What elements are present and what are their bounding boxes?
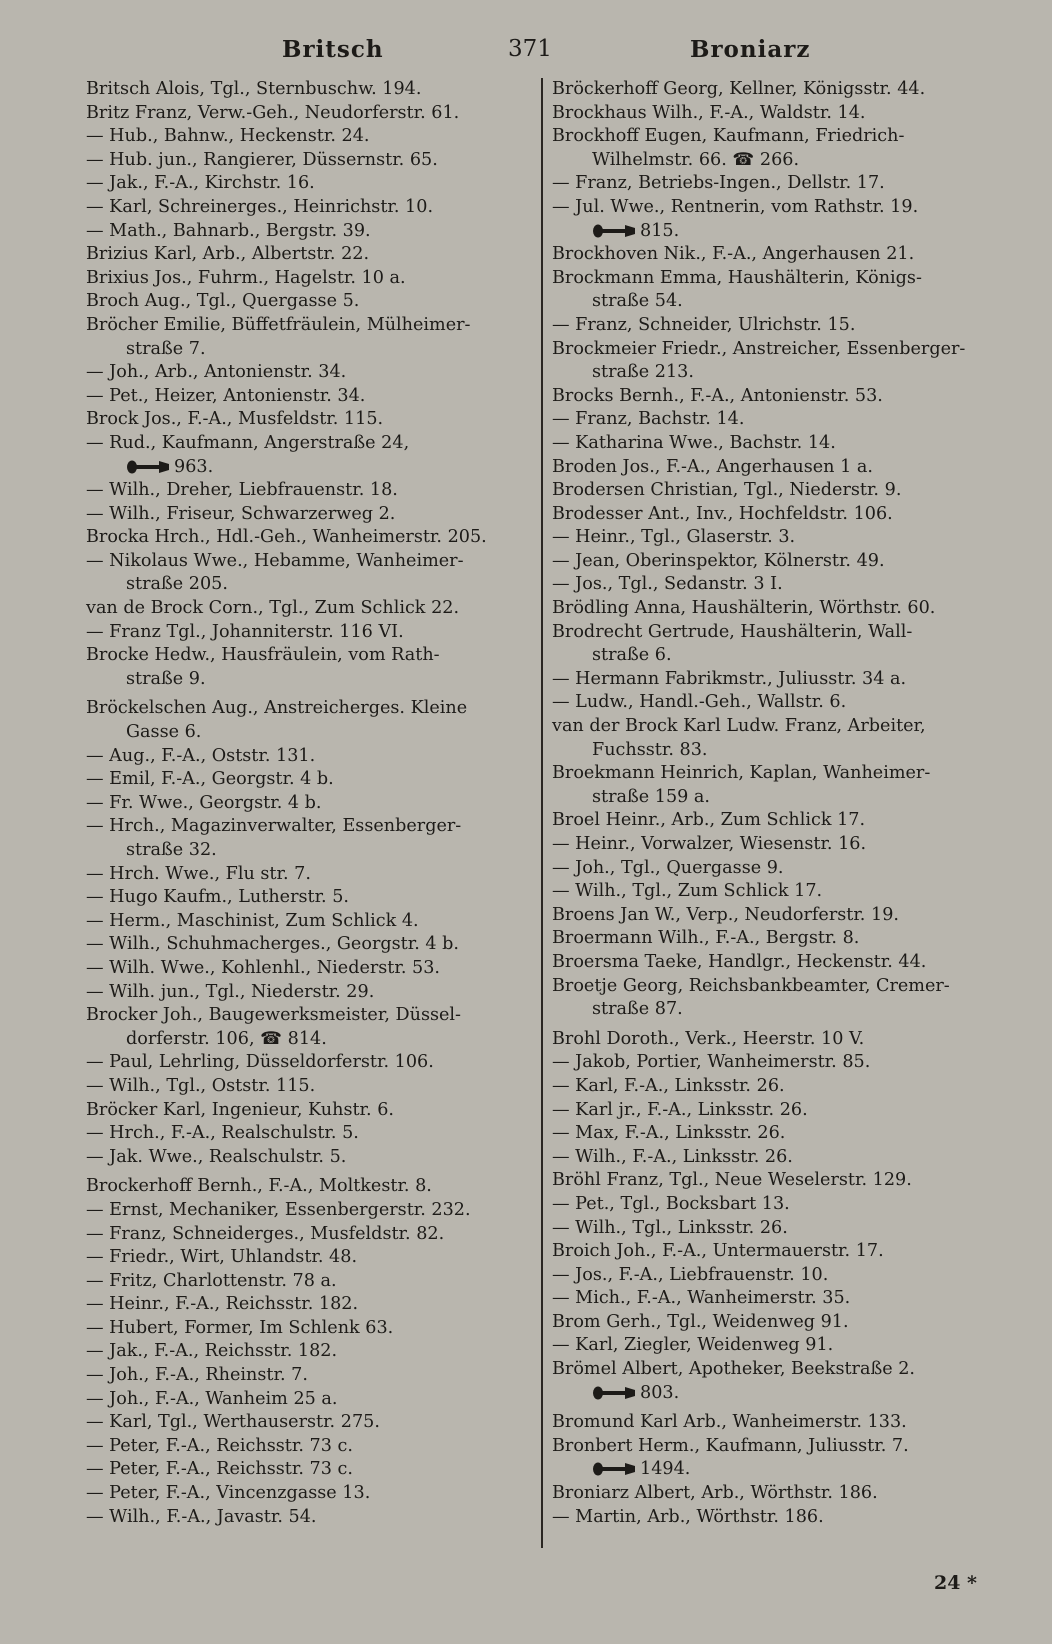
left-column-entry <box>86 910 518 934</box>
entry-text: — Fr. Wwe., Georgstr. 4 b. <box>86 792 322 813</box>
left-column-entry <box>86 102 518 126</box>
right-column-entry <box>552 1311 982 1335</box>
right-column-entry <box>552 1411 982 1435</box>
entry-text: — Peter, F.-A., Vincenzgasse 13. <box>86 1483 371 1504</box>
entry-text: — Franz Tgl., Johanniterstr. 116 VI. <box>86 621 404 642</box>
left-column-entry <box>86 1199 518 1223</box>
left-column-entry <box>86 550 518 574</box>
entry-text: — Martin, Arb., Wörthstr. 186. <box>552 1506 824 1527</box>
right-column-entry <box>552 927 982 951</box>
entry-text: — Katharina Wwe., Bachstr. 14. <box>552 432 836 453</box>
left-column-entry <box>86 1270 518 1294</box>
entry-text: Brockhoven Nik., F.-A., Angerhausen 21. <box>552 244 915 265</box>
right-column-entry <box>552 857 982 881</box>
right-column <box>552 78 982 1529</box>
header-right-word: Broniarz <box>690 36 811 63</box>
entry-text: Brom Gerh., Tgl., Weidenweg 91. <box>552 1311 849 1332</box>
entry-text: — Pet., Tgl., Bocksbart 13. <box>552 1193 790 1214</box>
left-column-entry <box>86 456 518 480</box>
right-column-entry <box>552 456 982 480</box>
right-column-entry <box>552 1287 982 1311</box>
left-column-entry <box>86 196 518 220</box>
right-column-entry <box>552 1169 982 1193</box>
entry-text: Bröckelschen Aug., Anstreicherges. Kleine <box>86 698 468 719</box>
telephone-icon <box>126 459 170 475</box>
entry-text: — Nikolaus Wwe., Hebamme, Wanheimer- <box>86 550 464 571</box>
left-column-entry <box>86 886 518 910</box>
right-column-entry <box>552 833 982 857</box>
left-column-entry <box>86 149 518 173</box>
page-header <box>0 30 1052 70</box>
entry-text: dorferstr. 106, ☎ 814. <box>126 1028 327 1049</box>
entry-text: Broermann Wilh., F.-A., Bergstr. 8. <box>552 928 860 949</box>
entry-text: — Jos., F.-A., Liebfrauenstr. 10. <box>552 1264 829 1285</box>
entry-text: — Hub. jun., Rangierer, Düssernstr. 65. <box>86 149 438 170</box>
left-column-entry <box>86 1388 518 1412</box>
entry-text: — Hrch. Wwe., Flu str. 7. <box>86 863 311 884</box>
right-column-entry <box>552 668 982 692</box>
entry-text: — Peter, F.-A., Reichsstr. 73 c. <box>86 1459 353 1480</box>
right-column-entry <box>552 1458 982 1482</box>
right-column-entry <box>552 432 982 456</box>
entry-text: Brizius Karl, Arb., Albertstr. 22. <box>86 244 370 265</box>
entry-text: — Wilh., Tgl., Zum Schlick 17. <box>552 881 823 902</box>
entry-text: Broens Jan W., Verp., Neudorferstr. 19. <box>552 904 899 925</box>
right-column-entry <box>552 880 982 904</box>
entry-text: — Ludw., Handl.-Geh., Wallstr. 6. <box>552 692 847 713</box>
right-column-entry <box>552 621 982 645</box>
entry-text: — Franz, Betriebs-Ingen., Dellstr. 17. <box>552 173 885 194</box>
right-column-entry <box>552 597 982 621</box>
right-column-entry <box>552 1122 982 1146</box>
left-column-entry <box>86 1175 518 1199</box>
left-column-entry <box>86 479 518 503</box>
entry-text: — Jak., F.-A., Kirchstr. 16. <box>86 173 315 194</box>
entry-text: — Franz, Bachstr. 14. <box>552 409 745 430</box>
entry-text: — Jul. Wwe., Rentnerin, vom Rathstr. 19. <box>552 196 919 217</box>
entry-text: straße 87. <box>592 999 683 1020</box>
right-column-entry <box>552 1240 982 1264</box>
entry-text: Broch Aug., Tgl., Quergasse 5. <box>86 291 360 312</box>
right-column-entry <box>552 998 982 1022</box>
entry-text: — Fritz, Charlottenstr. 78 a. <box>86 1270 337 1291</box>
entry-text: Broetje Georg, Reichsbankbeamter, Cremer- <box>552 975 950 996</box>
entry-text: — Karl, Tgl., Werthauserstr. 275. <box>86 1412 380 1433</box>
right-column-entry <box>552 479 982 503</box>
entry-text: — Wilh., F.-A., Javastr. 54. <box>86 1506 317 1527</box>
entry-text: Bröhl Franz, Tgl., Neue Weselerstr. 129. <box>552 1170 912 1191</box>
entry-text: Broden Jos., F.-A., Angerhausen 1 a. <box>552 456 873 477</box>
entry-text: — Heinr., Tgl., Glaserstr. 3. <box>552 527 796 548</box>
entry-text: van der Brock Karl Ludw. Franz, Arbeiter, <box>552 716 926 737</box>
left-column-entry <box>86 267 518 291</box>
entry-text: — Hugo Kaufm., Lutherstr. 5. <box>86 887 350 908</box>
right-column-entry <box>552 526 982 550</box>
sheet-signature: 24 * <box>934 1572 977 1594</box>
entry-text: Brodersen Christian, Tgl., Niederstr. 9. <box>552 480 902 501</box>
left-column-entry <box>86 745 518 769</box>
right-column-entry <box>552 1028 982 1052</box>
entry-text: Brock Jos., F.-A., Musfeldstr. 115. <box>86 409 384 430</box>
entry-text: — Jak. Wwe., Realschulstr. 5. <box>86 1146 347 1167</box>
entry-text: Bröckerhoff Georg, Kellner, Königsstr. 44. <box>552 79 926 99</box>
entry-text: — Joh., F.-A., Rheinstr. 7. <box>86 1365 308 1386</box>
entry-text: Brocke Hedw., Hausfräulein, vom Rath- <box>86 645 440 666</box>
page-number: 371 <box>508 36 552 62</box>
left-column-entry <box>86 668 518 692</box>
entry-text: — Herm., Maschinist, Zum Schlick 4. <box>86 910 419 931</box>
entry-text: Bröcker Karl, Ingenieur, Kuhstr. 6. <box>86 1099 395 1120</box>
entry-text: Brockerhoff Bernh., F.-A., Moltkestr. 8. <box>86 1176 432 1197</box>
left-column-entry <box>86 1099 518 1123</box>
right-column-entry <box>552 1506 982 1530</box>
left-column-entry <box>86 314 518 338</box>
left-column-entry <box>86 621 518 645</box>
right-column-entry <box>552 220 982 244</box>
entry-text: — Wilh. jun., Tgl., Niederstr. 29. <box>86 981 375 1002</box>
right-column-entry <box>552 1382 982 1406</box>
entry-text: straße 9. <box>126 668 206 689</box>
right-column-entry <box>552 715 982 739</box>
left-column-entry <box>86 697 518 721</box>
right-column-entry <box>552 149 982 173</box>
right-column-entry <box>552 1075 982 1099</box>
entry-text: — Jakob, Portier, Wanheimerstr. 85. <box>552 1052 871 1073</box>
entry-text: Broel Heinr., Arb., Zum Schlick 17. <box>552 810 866 831</box>
entry-text: Brohl Doroth., Verk., Heerstr. 10 V. <box>552 1028 865 1049</box>
right-column-entry <box>552 550 982 574</box>
entry-text: Brixius Jos., Fuhrm., Hagelstr. 10 a. <box>86 267 406 288</box>
entry-text: — Mich., F.-A., Wanheimerstr. 35. <box>552 1288 851 1309</box>
left-column-entry <box>86 1293 518 1317</box>
right-column-entry <box>552 290 982 314</box>
left-column-entry <box>86 1051 518 1075</box>
right-column-entry <box>552 314 982 338</box>
entry-text: straße 205. <box>126 574 228 595</box>
entry-text: — Franz, Schneider, Ulrichstr. 15. <box>552 314 856 335</box>
entry-text: Brodesser Ant., Inv., Hochfeldstr. 106. <box>552 503 893 524</box>
right-column-entry <box>552 1358 982 1382</box>
left-column-entry <box>86 338 518 362</box>
left-column-entry <box>86 1146 518 1170</box>
entry-text: straße 213. <box>592 362 694 383</box>
entry-text: — Max, F.-A., Linksstr. 26. <box>552 1123 786 1144</box>
entry-text: Wilhelmstr. 66. ☎ 266. <box>592 149 800 170</box>
left-column-entry <box>86 172 518 196</box>
entry-text: — Rud., Kaufmann, Angerstraße 24, <box>86 432 410 453</box>
left-column-entry <box>86 408 518 432</box>
left-column-entry <box>86 220 518 244</box>
right-column-entry <box>552 809 982 833</box>
entry-text: — Pet., Heizer, Antonienstr. 34. <box>86 385 366 406</box>
entry-text: Gasse 6. <box>126 722 202 743</box>
entry-text: — Heinr., Vorwalzer, Wiesenstr. 16. <box>552 834 867 854</box>
entry-text: — Karl, Ziegler, Weidenweg 91. <box>552 1335 834 1356</box>
entry-text: — Joh., Arb., Antonienstr. 34. <box>86 362 347 383</box>
right-column-entry <box>552 196 982 220</box>
right-column-entry <box>552 1146 982 1170</box>
left-column-entry <box>86 768 518 792</box>
left-column-entry <box>86 1004 518 1028</box>
left-column-entry <box>86 933 518 957</box>
entry-text: — Wilh., Schuhmacherges., Georgstr. 4 b. <box>86 934 460 955</box>
entry-text: Brockhoff Eugen, Kaufmann, Friedrich- <box>552 126 905 147</box>
left-column-entry <box>86 573 518 597</box>
left-column-entry <box>86 1223 518 1247</box>
header-left-word: Britsch <box>282 36 384 63</box>
entry-text: — Joh., F.-A., Wanheim 25 a. <box>86 1388 338 1409</box>
entry-text: Brockhaus Wilh., F.-A., Waldstr. 14. <box>552 102 866 123</box>
entry-text: — Math., Bahnarb., Bergstr. 39. <box>86 220 371 241</box>
entry-text: — Wilh., Dreher, Liebfrauenstr. 18. <box>86 480 398 501</box>
right-column-entry <box>552 102 982 126</box>
entry-text: straße 54. <box>592 291 683 312</box>
entry-text: 1494. <box>640 1459 691 1480</box>
left-column-entry <box>86 1411 518 1435</box>
entry-text: van de Brock Corn., Tgl., Zum Schlick 22. <box>86 598 460 619</box>
left-column-entry <box>86 792 518 816</box>
left-column-entry <box>86 597 518 621</box>
right-column-entry <box>552 951 982 975</box>
entry-text: — Ernst, Mechaniker, Essenbergerstr. 232. <box>86 1199 471 1220</box>
entry-text: — Wilh., F.-A., Linksstr. 26. <box>552 1146 793 1167</box>
right-column-entry <box>552 739 982 763</box>
left-column-entry <box>86 1340 518 1364</box>
entry-text: Bronbert Herm., Kaufmann, Juliusstr. 7. <box>552 1435 909 1456</box>
entry-text: Brockmann Emma, Haushälterin, Königs- <box>552 267 922 288</box>
left-column-entry <box>86 721 518 745</box>
left-column-entry <box>86 815 518 839</box>
entry-text: straße 6. <box>592 645 672 666</box>
left-column-entry <box>86 1364 518 1388</box>
entry-text: Bromund Karl Arb., Wanheimerstr. 133. <box>552 1412 907 1433</box>
entry-text: — Jak., F.-A., Reichsstr. 182. <box>86 1341 338 1362</box>
right-column-entry <box>552 762 982 786</box>
entry-text: straße 7. <box>126 338 206 359</box>
entry-text: Broniarz Albert, Arb., Wörthstr. 186. <box>552 1483 878 1504</box>
entry-text: — Hubert, Former, Im Schlenk 63. <box>86 1317 394 1338</box>
left-column-entry <box>86 503 518 527</box>
left-column-entry <box>86 78 518 102</box>
entry-text: — Jos., Tgl., Sedanstr. 3 I. <box>552 574 783 595</box>
entry-text: — Hrch., F.-A., Realschulstr. 5. <box>86 1123 359 1144</box>
entry-text: — Hub., Bahnw., Heckenstr. 24. <box>86 126 370 147</box>
left-column-entry <box>86 385 518 409</box>
left-column-entry <box>86 644 518 668</box>
left-column-entry <box>86 432 518 456</box>
entry-text: Broich Joh., F.-A., Untermauerstr. 17. <box>552 1241 884 1262</box>
left-column-entry <box>86 1028 518 1052</box>
left-column-entry <box>86 957 518 981</box>
right-column-entry <box>552 1099 982 1123</box>
right-column-entry <box>552 975 982 999</box>
entry-text: Broekmann Heinrich, Kaplan, Wanheimer- <box>552 763 931 784</box>
right-column-entry <box>552 1051 982 1075</box>
entry-text: Brödling Anna, Haushälterin, Wörthstr. 60. <box>552 598 936 619</box>
right-column-entry <box>552 786 982 810</box>
left-column-entry <box>86 863 518 887</box>
entry-text: — Franz, Schneiderges., Musfeldstr. 82. <box>86 1223 445 1244</box>
entry-text: 803. <box>640 1382 680 1403</box>
right-column-entry <box>552 1435 982 1459</box>
left-column <box>86 78 518 1529</box>
entry-text: Bröcher Emilie, Büffetfräulein, Mülheimer- <box>86 314 471 335</box>
entry-text: — Karl jr., F.-A., Linksstr. 26. <box>552 1099 808 1120</box>
entry-text: — Peter, F.-A., Reichsstr. 73 c. <box>86 1435 353 1456</box>
left-column-entry <box>86 839 518 863</box>
right-column-entry <box>552 691 982 715</box>
entry-text: Britsch Alois, Tgl., Sternbuschw. 194. <box>86 79 422 99</box>
right-column-entry <box>552 385 982 409</box>
left-column-entry <box>86 1122 518 1146</box>
entry-text: Broersma Taeke, Handlgr., Heckenstr. 44. <box>552 951 927 972</box>
right-column-entry <box>552 125 982 149</box>
entry-text: — Karl, F.-A., Linksstr. 26. <box>552 1075 785 1096</box>
left-column-entry <box>86 361 518 385</box>
entry-text: Brodrecht Gertrude, Haushälterin, Wall- <box>552 621 913 642</box>
entry-text: — Heinr., F.-A., Reichsstr. 182. <box>86 1294 359 1315</box>
entry-text: — Hermann Fabrikmstr., Juliusstr. 34 a. <box>552 668 907 689</box>
left-column-entry <box>86 290 518 314</box>
telephone-icon <box>592 1385 636 1401</box>
right-column-entry <box>552 267 982 291</box>
right-column-entry <box>552 1193 982 1217</box>
entry-text: 815. <box>640 220 680 241</box>
left-column-entry <box>86 1506 518 1530</box>
entry-text: — Karl, Schreinerges., Heinrichstr. 10. <box>86 196 434 217</box>
entry-text: Brocka Hrch., Hdl.-Geh., Wanheimerstr. 205. <box>86 527 487 548</box>
column-divider <box>541 78 543 1548</box>
left-column-entry <box>86 1075 518 1099</box>
right-column-entry <box>552 361 982 385</box>
left-column-entry <box>86 526 518 550</box>
left-column-entry <box>86 1482 518 1506</box>
left-column-entry <box>86 1458 518 1482</box>
entry-text: Britz Franz, Verw.-Geh., Neudorferstr. 61. <box>86 102 460 123</box>
right-column-entry <box>552 408 982 432</box>
entry-text: — Emil, F.-A., Georgstr. 4 b. <box>86 769 334 790</box>
right-column-entry <box>552 243 982 267</box>
left-column-entry <box>86 981 518 1005</box>
entry-text: straße 32. <box>126 840 217 860</box>
entry-text: Brocks Bernh., F.-A., Antonienstr. 53. <box>552 385 883 406</box>
right-column-entry <box>552 644 982 668</box>
entry-text: Fuchsstr. 83. <box>592 739 708 760</box>
entry-text: — Paul, Lehrling, Düsseldorferstr. 106. <box>86 1052 434 1073</box>
right-column-entry <box>552 1334 982 1358</box>
entry-text: Brömel Albert, Apotheker, Beekstraße 2. <box>552 1359 915 1380</box>
right-column-entry <box>552 573 982 597</box>
entry-text: — Jean, Oberinspektor, Kölnerstr. 49. <box>552 550 885 571</box>
entry-text: — Friedr., Wirt, Uhlandstr. 48. <box>86 1247 358 1268</box>
left-column-entry <box>86 1246 518 1270</box>
right-column-entry <box>552 1482 982 1506</box>
left-column-entry <box>86 125 518 149</box>
telephone-icon <box>592 223 636 239</box>
entry-text: — Hrch., Magazinverwalter, Essenberger- <box>86 816 462 837</box>
right-column-entry <box>552 1264 982 1288</box>
entry-text: — Aug., F.-A., Oststr. 131. <box>86 745 316 766</box>
entry-text: Brockmeier Friedr., Anstreicher, Essenberger- <box>552 338 966 359</box>
entry-text: 963. <box>174 456 214 477</box>
left-column-entry <box>86 1317 518 1341</box>
right-column-entry <box>552 1217 982 1241</box>
right-column-entry <box>552 78 982 102</box>
left-column-entry <box>86 243 518 267</box>
right-column-entry <box>552 338 982 362</box>
entry-text: — Joh., Tgl., Quergasse 9. <box>552 857 784 878</box>
left-column-entry <box>86 1435 518 1459</box>
entry-text: — Wilh., Tgl., Oststr. 115. <box>86 1075 316 1096</box>
entry-text: — Wilh. Wwe., Kohlenhl., Niederstr. 53. <box>86 957 441 978</box>
right-column-entry <box>552 904 982 928</box>
right-column-entry <box>552 503 982 527</box>
right-column-entry <box>552 172 982 196</box>
telephone-icon <box>592 1461 636 1477</box>
entry-text: Brocker Joh., Baugewerksmeister, Düssel- <box>86 1005 461 1026</box>
entry-text: — Wilh., Tgl., Linksstr. 26. <box>552 1217 788 1238</box>
entry-text: — Wilh., Friseur, Schwarzerweg 2. <box>86 503 396 524</box>
entry-text: straße 159 a. <box>592 786 711 807</box>
